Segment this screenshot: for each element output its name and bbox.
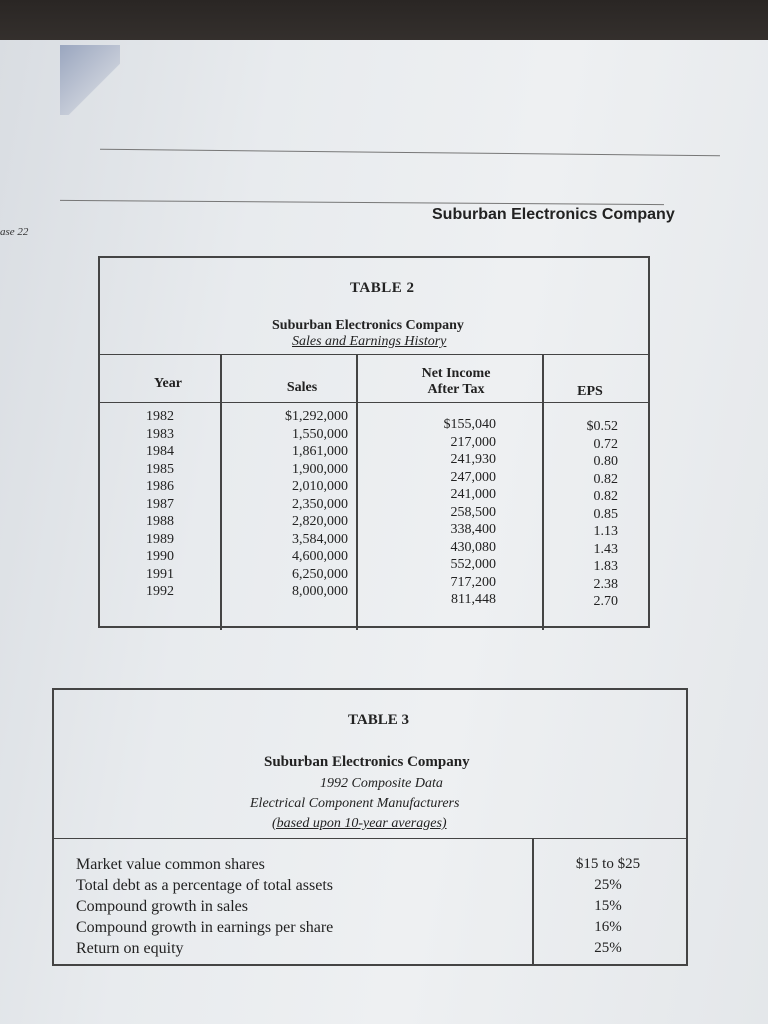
table2-cell-sales: 2,010,000: [292, 479, 348, 494]
table2-cell-eps: 0.85: [593, 506, 618, 522]
table2-cell-sales: 6,250,000: [292, 566, 348, 582]
table2-cell-net-income: 247,000: [450, 469, 496, 485]
table2-cell-sales: $1,292,000: [285, 409, 348, 424]
table2-cell-sales: 1,861,000: [292, 444, 348, 459]
table3-line1: 1992 Composite Data: [320, 776, 443, 791]
header-title: Suburban Electronics Company: [432, 206, 675, 223]
table3-row-value: $15 to $25: [575, 856, 641, 872]
table2-cell-net-income: 552,000: [450, 557, 496, 572]
table2-label: TABLE 2: [350, 280, 415, 296]
table2-cell-eps: $0.52: [586, 419, 618, 434]
table2-cell-year: 1987: [146, 496, 174, 512]
table2-cell-eps: 0.82: [593, 489, 618, 504]
table2-company: Suburban Electronics Company: [272, 318, 464, 333]
table3-label: TABLE 3: [348, 712, 409, 728]
table2-cell-year: 1982: [146, 409, 174, 424]
table3-company: Suburban Electronics Company: [264, 754, 470, 770]
table2-cell-net-income: $155,040: [443, 417, 496, 432]
table2-cell-eps: 0.72: [593, 436, 618, 452]
table2-cell-sales: 3,584,000: [292, 531, 348, 547]
table3-row-values: [538, 854, 678, 959]
table2-cell-eps: 0.82: [593, 471, 618, 487]
column-sales-values: [258, 408, 348, 601]
table3-row-label: Market value common shares: [76, 856, 265, 873]
table2-cell-sales: 4,600,000: [292, 549, 348, 564]
table2-cell-net-income: 338,400: [450, 522, 496, 537]
table2-cell-year: 1984: [146, 444, 174, 459]
table2-cell-net-income: 811,448: [451, 592, 496, 607]
table3-row-label: Compound growth in sales: [76, 898, 248, 915]
table2-cell-sales: 2,820,000: [292, 514, 348, 529]
table2-cell-eps: 1.83: [593, 559, 618, 574]
column-net-income-values: [400, 416, 496, 609]
table2-cell-net-income: 430,080: [450, 539, 496, 555]
table2-cell-sales: 1,900,000: [292, 461, 348, 477]
table3-row-label: Return on equity: [76, 940, 184, 957]
col-header-net-income-2: After Tax: [427, 382, 485, 397]
table3: [52, 688, 688, 966]
table2-cell-year: 1990: [146, 549, 174, 564]
table2-cell-eps: 1.13: [593, 524, 618, 539]
table3-line2: Electrical Component Manufacturers: [250, 796, 460, 811]
table3-row-label: Total debt as a percentage of total assets: [76, 877, 333, 894]
table2-cell-year: 1991: [146, 566, 174, 582]
table2-cell-net-income: 241,000: [450, 487, 496, 502]
table2-cell-sales: 8,000,000: [292, 584, 348, 599]
table2-cell-net-income: 241,930: [450, 452, 496, 467]
table2-cell-year: 1986: [146, 479, 174, 494]
table3-row-value: 15%: [594, 898, 622, 914]
col-header-year: Year: [154, 376, 182, 391]
table2-cell-sales: 1,550,000: [292, 426, 348, 442]
table3-row-value: 25%: [594, 940, 622, 956]
page-curl: [60, 45, 120, 115]
table2-divider-1: [220, 354, 222, 630]
table3-row-labels: [76, 854, 333, 959]
table2-cell-year: 1992: [146, 584, 174, 599]
table2-subtitle: Sales and Earnings History: [292, 334, 447, 349]
case-label: ase 22: [0, 226, 29, 238]
table3-divider: [532, 838, 534, 966]
table2-cell-eps: 0.80: [593, 454, 618, 469]
col-header-eps: EPS: [577, 384, 603, 399]
table2-cell-year: 1989: [146, 531, 174, 547]
table2-cell-eps: 2.38: [593, 576, 618, 592]
table2-column-headers: [100, 354, 648, 403]
table3-row-value: 25%: [594, 877, 622, 893]
table2: [98, 256, 650, 628]
col-header-sales: Sales: [286, 380, 318, 395]
table2-cell-sales: 2,350,000: [292, 496, 348, 512]
table2-cell-net-income: 717,200: [450, 574, 496, 590]
table2-cell-eps: 1.43: [593, 541, 618, 557]
table2-cell-eps: 2.70: [593, 594, 618, 609]
table3-header: [54, 690, 686, 839]
table2-divider-3: [542, 354, 544, 630]
col-header-net-income-1: Net Income: [421, 366, 491, 381]
table2-cell-net-income: 258,500: [450, 504, 496, 520]
column-year-values: [146, 408, 174, 601]
column-eps-values: [558, 418, 618, 611]
table2-cell-year: 1985: [146, 461, 174, 477]
table3-row-label: Compound growth in earnings per share: [76, 919, 334, 936]
table3-row-value: 16%: [594, 919, 622, 935]
table2-divider-2: [356, 354, 358, 630]
table2-header: [100, 258, 648, 355]
table2-cell-year: 1983: [146, 426, 174, 442]
table2-cell-year: 1988: [146, 514, 174, 529]
table3-line3: (based upon 10-year averages): [272, 816, 447, 831]
table2-cell-net-income: 217,000: [450, 434, 496, 450]
